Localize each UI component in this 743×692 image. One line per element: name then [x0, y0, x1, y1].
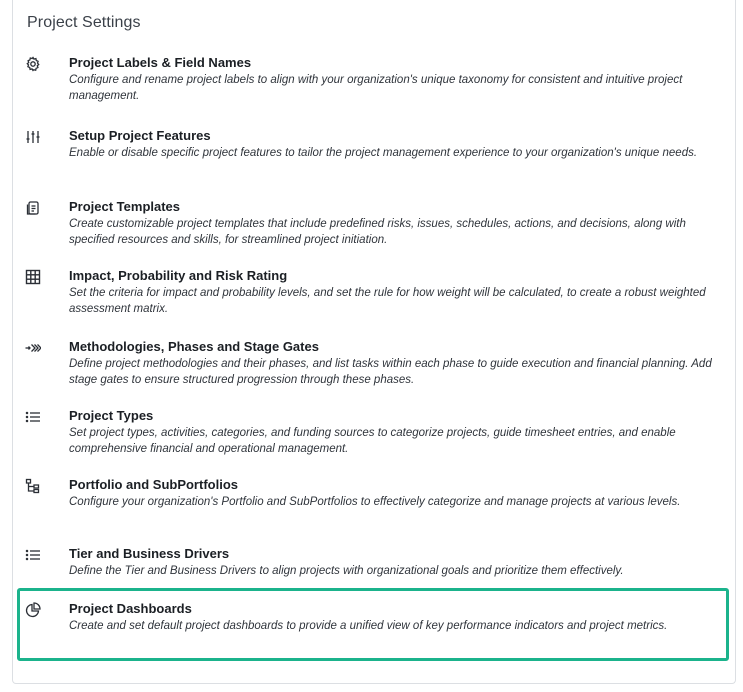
settings-item-title[interactable]: Setup Project Features [69, 128, 211, 143]
settings-item-title[interactable]: Project Dashboards [69, 601, 192, 616]
settings-item-title[interactable]: Project Templates [69, 199, 181, 214]
project-settings-panel [12, 0, 736, 684]
settings-item-title[interactable]: Project Labels & Field Names [69, 55, 252, 70]
settings-item-description: Define project methodologies and their phases, and list tasks within each phase to guide execution and financial planning. Add stage gates to ensure structured progression through these phases. [69, 358, 712, 386]
list-icon [25, 409, 41, 425]
settings-item-title[interactable]: Project Types [69, 408, 154, 423]
settings-item-description: Create and set default project dashboards to provide a unified view of key performance indicators and project metrics. [69, 620, 668, 632]
settings-item-description: Define the Tier and Business Drivers to align projects with organizational goals and prioritize them effectively. [69, 565, 624, 577]
gear-icon [25, 56, 41, 72]
pie-chart-icon [25, 602, 41, 618]
settings-item-description: Configure your organization's Portfolio and SubPortfolios to effectively categorize and manage projects at various levels. [69, 496, 681, 508]
stage-gate-icon [25, 340, 41, 356]
settings-item-title[interactable]: Portfolio and SubPortfolios [69, 477, 238, 492]
clipboard-copy-icon [25, 200, 41, 216]
panel-title: Project Settings [27, 14, 141, 31]
settings-item-description: Create customizable project templates that include predefined risks, issues, schedules, actions, and decisions, along with specified resources and skills, for streamlined project initiation. [69, 218, 686, 246]
settings-item-description: Set the criteria for impact and probability levels, and set the rule for how weight will be calculated, to create a robust weighted assessment matrix. [69, 287, 706, 315]
settings-item-description: Set project types, activities, categories, and funding sources to categorize projects, guide timesheet entries, and enable comprehensive financial and operational management. [69, 427, 676, 455]
hierarchy-icon [25, 478, 41, 494]
settings-item-description: Enable or disable specific project features to tailor the project management experience to your organization's unique needs. [69, 147, 698, 159]
settings-item-description: Configure and rename project labels to align with your organization's unique taxonomy for consistent and intuitive project management. [69, 74, 683, 102]
list-icon [25, 547, 41, 563]
settings-item-title[interactable]: Methodologies, Phases and Stage Gates [69, 339, 319, 354]
grid-icon [25, 269, 41, 285]
settings-item-title[interactable]: Tier and Business Drivers [69, 546, 230, 561]
sliders-icon [25, 129, 41, 145]
settings-item-title[interactable]: Impact, Probability and Risk Rating [69, 268, 288, 283]
